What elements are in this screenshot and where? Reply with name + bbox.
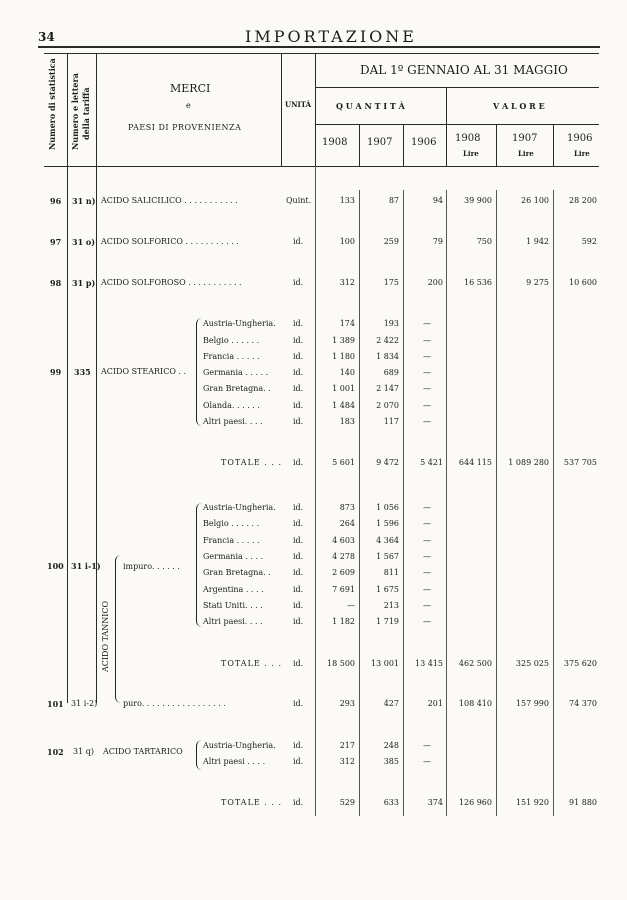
q-1908: 140: [339, 368, 355, 377]
total-q-1906: 5 421: [420, 458, 443, 467]
country-name: Altri paesi. . . .: [203, 417, 263, 426]
unit: id.: [293, 741, 304, 750]
total-q-1907: 9 472: [376, 458, 399, 467]
q-1906: —: [423, 503, 431, 512]
q-1906: 201: [427, 699, 443, 708]
country-brace: [196, 503, 203, 627]
item-name: impuro. . . . . .: [123, 562, 180, 571]
total-v-1908: 462 500: [458, 659, 492, 668]
q-1908: 133: [339, 196, 355, 205]
stat-number: 102: [47, 747, 64, 757]
unit: id.: [293, 458, 304, 467]
total-label: TOTALE . . .: [221, 798, 282, 807]
tariff-number: 31 p): [72, 278, 96, 288]
q-1908: —: [347, 601, 355, 610]
item-name: ACIDO STEARICO . .: [101, 367, 187, 376]
stat-number: 101: [47, 699, 64, 709]
table-header-bottom-rule: [44, 166, 599, 167]
q-1908: 7 691: [332, 585, 355, 594]
tariff-number: 31 n): [72, 196, 96, 206]
header-lire-1: Lire: [463, 149, 479, 158]
v-1907: 26 100: [521, 196, 549, 205]
total-v-1907: 1 089 280: [508, 458, 549, 467]
unit: id.: [293, 368, 304, 377]
header-v-1906: 1906: [567, 133, 593, 144]
q-1906: —: [423, 319, 431, 328]
unit: id.: [293, 519, 304, 528]
q-1907: 689: [383, 368, 399, 377]
v-1907: 9 275: [526, 278, 549, 287]
header-stat-number: Numero di statistica: [47, 58, 57, 150]
group-label: ACIDO TANNICO: [101, 600, 110, 672]
total-label: TOTALE . . .: [221, 458, 282, 467]
q-1907: 1 719: [376, 617, 399, 626]
total-q-1906: 13 415: [415, 659, 443, 668]
unit: id.: [293, 552, 304, 561]
header-tariff-1: Numero e lettera: [70, 73, 80, 150]
item-name: puro. . . . . . . . . . . . . . . . .: [123, 699, 226, 708]
q-1906: —: [423, 585, 431, 594]
country-name: Austria-Ungheria.: [203, 741, 276, 750]
v-1907: 1 942: [526, 237, 549, 246]
total-q-1908: 5 601: [332, 458, 355, 467]
q-1908: 293: [339, 699, 355, 708]
q-1908: 1 180: [332, 352, 355, 361]
q-1907: 87: [388, 196, 399, 205]
q-1907: 811: [383, 568, 399, 577]
country-name: Belgio . . . . . .: [203, 519, 260, 528]
total-v-1906: 91 880: [569, 798, 597, 807]
tariff-number: 335: [74, 367, 91, 377]
header-v-1908: 1908: [455, 133, 481, 144]
total-q-1908: 18 500: [327, 659, 355, 668]
v-1906: 74 370: [569, 699, 597, 708]
q-1907: 4 364: [376, 536, 399, 545]
unit: id.: [293, 659, 304, 668]
stat-number: 96: [50, 196, 62, 206]
col-rule-4b: [315, 166, 316, 816]
country-brace: [196, 740, 203, 770]
total-v-1907: 325 025: [515, 659, 549, 668]
q-1908: 217: [339, 741, 355, 750]
header-unita: UNITÀ: [285, 100, 312, 109]
v-1908: 108 410: [458, 699, 492, 708]
country-name: Gran Bretagna. .: [203, 568, 271, 577]
q-1906: 94: [432, 196, 443, 205]
unit: id.: [293, 536, 304, 545]
country-name: Austria-Ungheria.: [203, 319, 276, 328]
table-top-rule: [44, 53, 599, 54]
item-name: ACIDO SALICILICO . . . . . . . . . . .: [101, 196, 238, 205]
col-rule-3: [281, 53, 282, 166]
q-1906: —: [423, 336, 431, 345]
header-rule: [38, 46, 600, 48]
unit: id.: [293, 503, 304, 512]
q-1906: —: [423, 601, 431, 610]
q-1908: 2 609: [332, 568, 355, 577]
q-1907: 427: [383, 699, 399, 708]
stat-number: 98: [50, 278, 62, 288]
col-rule-8: [496, 124, 497, 166]
q-1907: 1 056: [376, 503, 399, 512]
unit: id.: [293, 699, 304, 708]
q-1907: 193: [383, 319, 399, 328]
q-1907: 259: [383, 237, 399, 246]
unit: id.: [293, 417, 304, 426]
unit: id.: [293, 384, 304, 393]
v-1906: 28 200: [569, 196, 597, 205]
stat-number: 97: [50, 237, 62, 247]
q-1907: 1 834: [376, 352, 399, 361]
years-rule: [315, 124, 599, 125]
unit: id.: [293, 237, 304, 246]
q-1906: —: [423, 536, 431, 545]
q-1906: —: [423, 384, 431, 393]
header-lire-3: Lire: [574, 149, 590, 158]
q-1906: —: [423, 552, 431, 561]
q-1908: 312: [339, 757, 355, 766]
q-1908: 1 484: [332, 401, 355, 410]
stat-number: 99: [50, 367, 62, 377]
header-v-1907: 1907: [512, 133, 538, 144]
total-q-1906: 374: [427, 798, 443, 807]
header-lire-2: Lire: [518, 149, 534, 158]
q-1906: —: [423, 352, 431, 361]
total-q-1907: 633: [383, 798, 399, 807]
q-1908: 264: [339, 519, 355, 528]
q-1908: 1 389: [332, 336, 355, 345]
unit: id.: [293, 568, 304, 577]
country-name: Austria-Ungheria.: [203, 503, 276, 512]
q-1906: —: [423, 368, 431, 377]
col-rule-2: [96, 53, 97, 703]
q-1906: —: [423, 568, 431, 577]
q-1908: 873: [339, 503, 355, 512]
total-v-1908: 644 115: [458, 458, 492, 467]
q-1907: 1 596: [376, 519, 399, 528]
item-name: ACIDO TARTARICO: [103, 747, 183, 756]
unit: id.: [293, 319, 304, 328]
country-name: Altri paesi . . . .: [203, 757, 266, 766]
q-1908: 1 182: [332, 617, 355, 626]
item-name: ACIDO SOLFORICO . . . . . . . . . . .: [101, 237, 239, 246]
v-1906: 592: [581, 237, 597, 246]
header-valore: V A L O R E: [493, 101, 545, 111]
unit: id.: [293, 278, 304, 287]
tariff-number: 31 i-1): [71, 561, 101, 571]
q-1908: 312: [339, 278, 355, 287]
unit: id.: [293, 585, 304, 594]
country-name: Germania . . . .: [203, 552, 264, 561]
q-1907: 2 070: [376, 401, 399, 410]
v-1908: 16 536: [464, 278, 492, 287]
q-1906: —: [423, 617, 431, 626]
q-1906: 200: [427, 278, 443, 287]
q-1906: —: [423, 741, 431, 750]
q-1906: —: [423, 519, 431, 528]
total-q-1908: 529: [339, 798, 355, 807]
country-brace: [196, 318, 203, 426]
v-1908: 750: [476, 237, 492, 246]
total-v-1906: 375 620: [563, 659, 597, 668]
group-brace: [115, 555, 121, 703]
q-1906: —: [423, 757, 431, 766]
page-number: 34: [38, 30, 55, 44]
unit: id.: [293, 617, 304, 626]
header-q-1906: 1906: [411, 137, 437, 148]
col-rule-5: [359, 124, 360, 166]
q-1906: 79: [432, 237, 443, 246]
total-q-1907: 13 001: [371, 659, 399, 668]
country-name: Altri paesi. . . .: [203, 617, 263, 626]
tariff-number: 31 o): [72, 237, 96, 247]
q-1908: 183: [339, 417, 355, 426]
q-1908: 100: [339, 237, 355, 246]
q-1906: —: [423, 417, 431, 426]
unit: id.: [293, 336, 304, 345]
unit: Quint.: [286, 196, 312, 205]
q-1907: 248: [383, 741, 399, 750]
total-v-1906: 537 705: [563, 458, 597, 467]
v-1908: 39 900: [464, 196, 492, 205]
q-1906: —: [423, 401, 431, 410]
country-name: Stati Uniti. . . .: [203, 601, 263, 610]
unit: id.: [293, 352, 304, 361]
header-merci: MERCI: [170, 82, 211, 95]
country-name: Argentina . . . .: [203, 585, 264, 594]
col-rule-6: [403, 124, 404, 166]
q-1907: 2 147: [376, 384, 399, 393]
q-1908: 4 603: [332, 536, 355, 545]
v-1906: 10 600: [569, 278, 597, 287]
country-name: Francia . . . . .: [203, 352, 260, 361]
header-tariff-2: della tariffa: [81, 87, 91, 140]
header-merci-e: e: [186, 101, 191, 110]
header-q-1907: 1907: [367, 137, 393, 148]
unit: id.: [293, 401, 304, 410]
header-period: DAL 1º GENNAIO AL 31 MAGGIO: [360, 63, 568, 77]
q-1907: 1 675: [376, 585, 399, 594]
col-rule-9: [553, 124, 554, 166]
header-q-1908: 1908: [322, 137, 348, 148]
stat-number: 100: [47, 561, 64, 571]
country-name: Olanda. . . . . .: [203, 401, 260, 410]
country-name: Belgio . . . . . .: [203, 336, 260, 345]
q-1908: 174: [339, 319, 355, 328]
total-label: TOTALE . . .: [221, 659, 282, 668]
total-v-1907: 151 920: [515, 798, 549, 807]
country-name: Gran Bretagna. .: [203, 384, 271, 393]
page-title: IMPORTAZIONE: [245, 27, 417, 46]
tariff-number: 31 q): [73, 747, 94, 756]
q-1908: 4 278: [332, 552, 355, 561]
q-1908: 1 001: [332, 384, 355, 393]
col-rule-7: [446, 87, 447, 166]
unit: id.: [293, 757, 304, 766]
v-1907: 157 990: [515, 699, 549, 708]
header-quantita: Q U A N T I T À: [336, 101, 405, 111]
header-paesi: PAESI DI PROVENIENZA: [128, 123, 242, 132]
q-1907: 1 567: [376, 552, 399, 561]
unit: id.: [293, 798, 304, 807]
q-1907: 2 422: [376, 336, 399, 345]
item-name: ACIDO SOLFOROSO . . . . . . . . . . .: [101, 278, 242, 287]
period-rule: [315, 87, 599, 88]
tariff-number: 31 i-2): [71, 699, 98, 708]
q-1907: 175: [383, 278, 399, 287]
unit: id.: [293, 601, 304, 610]
col-rule-4: [315, 53, 316, 166]
q-1907: 117: [383, 417, 399, 426]
country-name: Germania . . . . .: [203, 368, 269, 377]
col-rule-1: [67, 53, 68, 703]
total-v-1908: 126 960: [458, 798, 492, 807]
q-1907: 385: [383, 757, 399, 766]
country-name: Francia . . . . .: [203, 536, 260, 545]
q-1907: 213: [383, 601, 399, 610]
